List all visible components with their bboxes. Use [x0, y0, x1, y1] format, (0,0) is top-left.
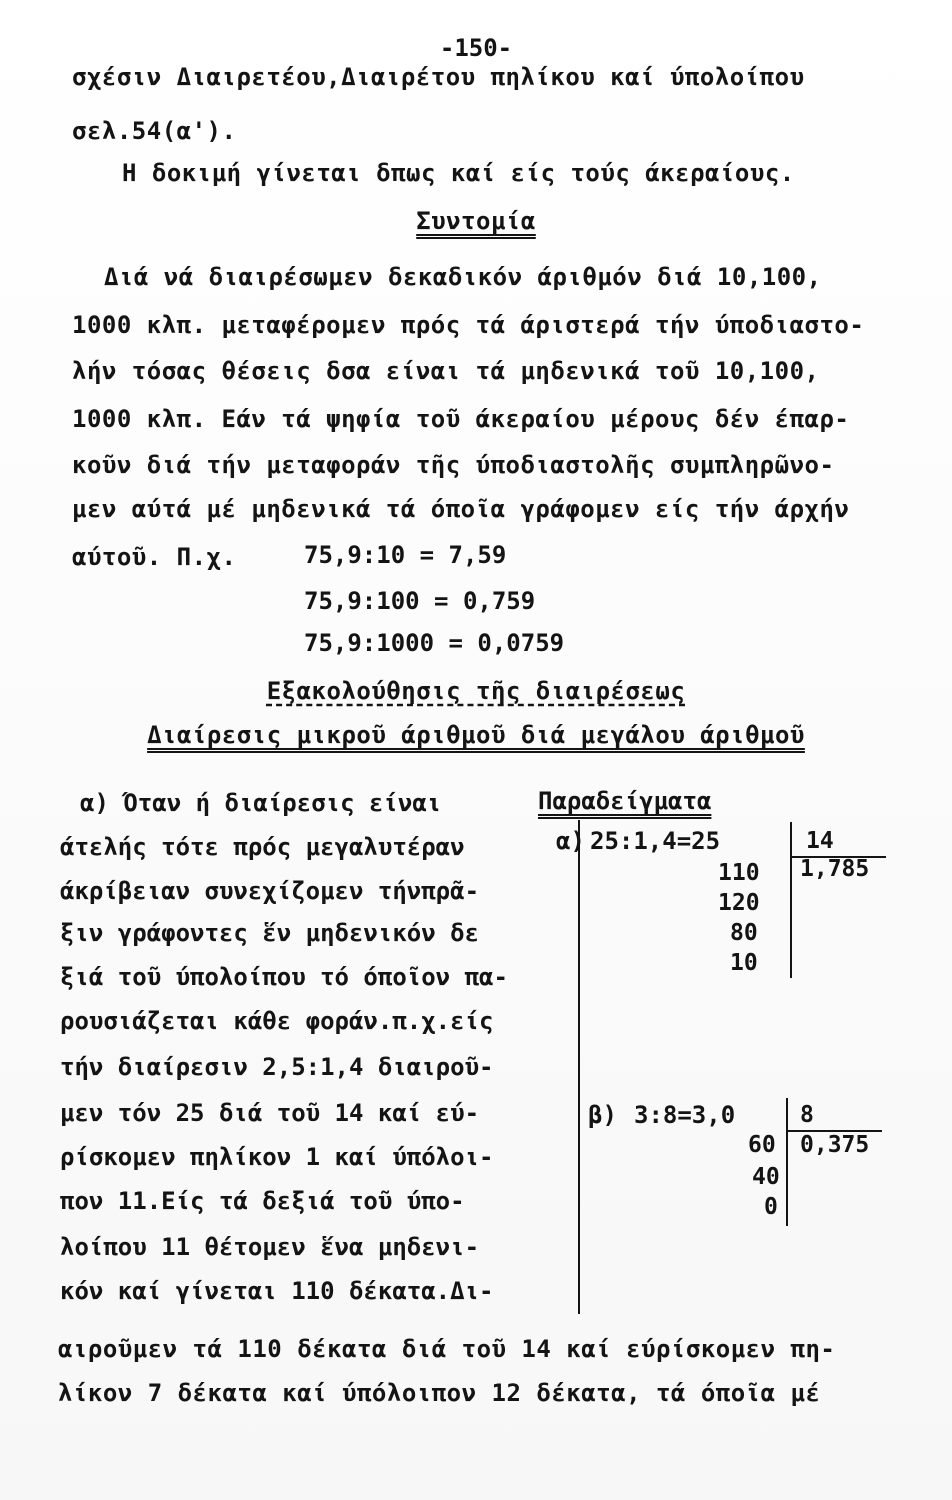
- example-b-divisor: 8: [800, 1102, 814, 1128]
- explanation-line: λοίπου 11 θέτομεν ἕνα μηδενι-: [60, 1233, 480, 1261]
- intro-line-1: σχέσιν Διαιρετέου,Διαιρέτου πηλίκου καί ύπολοίπου: [72, 63, 805, 91]
- example-line-2: 75,9:100 = 0,759: [304, 587, 536, 615]
- example-b-remainder: 40: [752, 1164, 780, 1190]
- heading-division: Διαίρεσις μικροῦ άριθμοῦ διά μεγάλου άριθμοῦ: [147, 721, 805, 749]
- intro-line-2: σελ.54(α').: [72, 117, 237, 145]
- example-line-3: 75,9:1000 = 0,0759: [304, 629, 565, 657]
- example-a-divisor: 14: [806, 828, 834, 854]
- example-a-remainder: 10: [730, 950, 758, 976]
- column-divider: [578, 820, 580, 1314]
- explanation-line: τήν διαίρεσιν 2,5:1,4 διαιροῦ-: [60, 1053, 494, 1081]
- example-a-setup: 25:1,4=25: [590, 827, 721, 855]
- example-b-quotient: 0,375: [800, 1132, 870, 1158]
- syntomia-line-4: 1000 κλπ. Εάν τά ψηφία τοῦ άκεραίου μέρους δέν έπαρ-: [72, 405, 850, 433]
- example-b-label: β): [588, 1101, 617, 1129]
- example-a-remainder: 80: [730, 920, 758, 946]
- syntomia-line-6: μεν αύτά μέ μηδενικά τά όποῖα γράφομεν είς τήν άρχήν: [72, 495, 850, 523]
- example-b-setup: 3:8=3,0: [634, 1101, 736, 1129]
- explanation-line: πον 11.Είς τά δεξιά τοῦ ύπο-: [60, 1187, 465, 1215]
- syntomia-line-5: κοῦν διά τήν μεταφοράν τῆς ύποδιαστολῆς συμπληρῶνο-: [72, 451, 835, 479]
- explanation-line: ξιά τοῦ ύπολοίπου τό όποῖον πα-: [60, 963, 508, 991]
- explanation-line: α) Όταν ή διαίρεσις είναι: [80, 789, 442, 817]
- example-b-vertical-rule: [786, 1098, 788, 1226]
- explanation-line: κόν καί γίνεται 110 δέκατα.Δι-: [60, 1277, 494, 1305]
- example-b-remainder: 60: [748, 1132, 776, 1158]
- explanation-line: άκρίβειαν συνεχίζομεν τήνπρᾶ-: [60, 877, 480, 905]
- syntomia-line-1: Διά νά διαιρέσωμεν δεκαδικόν άριθμόν διά 10,100,: [104, 263, 822, 291]
- page-number: -150-: [439, 34, 513, 62]
- example-a-remainder: 120: [718, 890, 760, 916]
- explanation-line: ξιν γράφοντες ἕν μηδενικόν δε: [60, 919, 480, 947]
- explanation-line: μεν τόν 25 διά τοῦ 14 καί εύ-: [60, 1099, 480, 1127]
- intro-line-3: Η δοκιμή γίνεται δπως καί είς τούς άκεραίους.: [122, 159, 795, 187]
- closing-line-1: αιροῦμεν τά 110 δέκατα διά τοῦ 14 καί εύρίσκομεν πη-: [58, 1335, 836, 1363]
- explanation-line: άτελής τότε πρός μεγαλυτέραν: [60, 833, 465, 861]
- example-label: αύτοῦ. Π.χ.: [72, 543, 237, 571]
- example-a-quotient: 1,785: [800, 856, 870, 882]
- example-line-1: 75,9:10 = 7,59: [304, 541, 507, 569]
- heading-continuation: Εξακολούθησις τῆς διαιρέσεως: [266, 677, 686, 705]
- examples-heading: Παραδείγματα: [538, 787, 712, 815]
- example-a-remainder: 110: [718, 860, 760, 886]
- syntomia-line-3: λήν τόσας θέσεις δσα είναι τά μηδενικά τοῦ 10,100,: [72, 357, 820, 385]
- example-a-label: α): [556, 827, 585, 855]
- example-b-remainder: 0: [764, 1194, 778, 1220]
- example-a-vertical-rule: [790, 822, 792, 978]
- explanation-line: ρίσκομεν πηλίκον 1 καί ύπόλοι-: [60, 1143, 494, 1171]
- heading-syntomia: Συντομία: [416, 207, 536, 235]
- closing-line-2: λίκον 7 δέκατα καί ύπόλοιπον 12 δέκατα, τά όποῖα μέ: [58, 1379, 821, 1407]
- explanation-line: ρουσιάζεται κάθε φοράν.π.χ.είς: [60, 1007, 494, 1035]
- syntomia-line-2: 1000 κλπ. μεταφέρομεν πρός τά άριστερά τήν ύποδιαστο-: [72, 311, 865, 339]
